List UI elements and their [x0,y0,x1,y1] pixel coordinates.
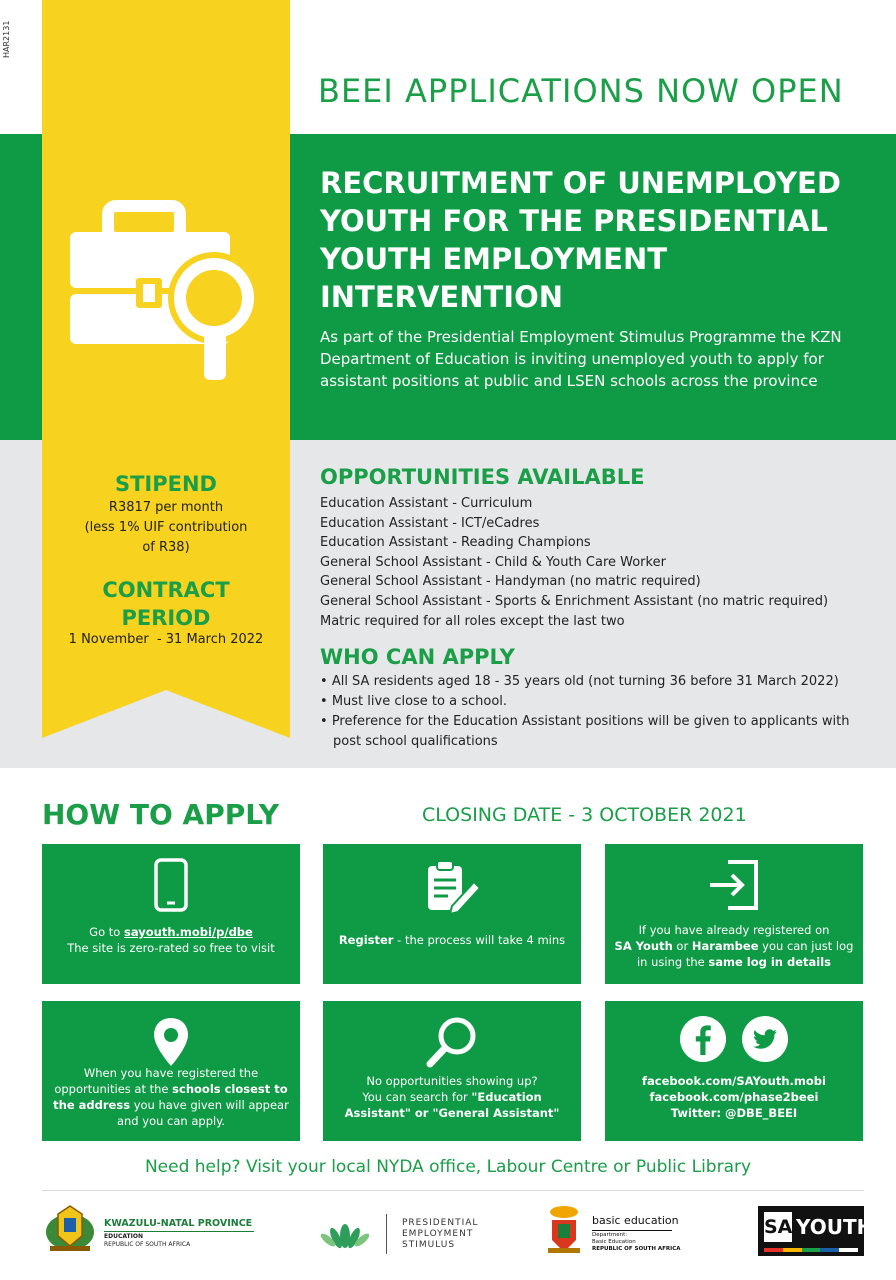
colour-segment [802,1248,821,1252]
card-text [613,922,855,970]
kzn-coat-of-arms-icon [42,1202,98,1254]
pes-line: PRESIDENTIAL [402,1218,479,1228]
step-card-website [42,844,300,984]
card-text [331,932,573,948]
card-line: If you have already registered on [638,923,830,937]
card-bold: "Education [471,1090,542,1104]
stipend-title: STIPEND [114,472,217,496]
twitter-icon[interactable] [741,1015,789,1063]
card-line [50,924,292,940]
card-bold: same log in details [708,955,831,969]
list-item: Education Assistant - ICT/eCadres [320,515,540,531]
bullet-icon: • [320,694,332,709]
card-text [331,1073,573,1121]
list-item: Matric required for all roles except the last two [320,613,625,629]
smartphone-icon [154,858,188,912]
stipend-amount: R3817 per month [108,500,224,515]
facebook-link-phase2beei[interactable]: facebook.com/phase2beei [649,1090,819,1104]
help-text: Need help? Visit your local NYDA office, Labour Centre or Public Library [144,1157,752,1177]
contract-title [42,576,290,632]
dbe-sub [592,1232,681,1253]
list-item: General School Assistant - Handyman (no matric required) [320,574,701,590]
card-bold: Assistant" or "General Assistant" [344,1106,560,1120]
sa-youth-youth: YOUTH [796,1215,874,1239]
card-text [50,1065,292,1129]
card-text-part: or [672,939,692,953]
pes-line: EMPLOYMENT [402,1229,474,1239]
list-item: General School Assistant - Child & Youth Care Worker [320,554,666,570]
sa-youth-logo [758,1206,874,1256]
stipend-details [42,498,290,558]
protea-icon [318,1218,372,1250]
sa-coat-of-arms-icon [544,1204,584,1256]
card-line [613,954,855,970]
dbe-sub-line: Department: [592,1232,628,1238]
sign-in-icon [706,858,762,912]
dbe-sub-line: REPUBLIC OF SOUTH AFRICA [592,1246,681,1252]
card-line: The site is zero-rated so free to visit [67,941,275,955]
basic-education-logo [544,1204,694,1258]
card-line [50,1081,292,1097]
how-to-apply-title: HOW TO APPLY [42,798,279,831]
magnifier-icon [425,1015,479,1069]
bullet-icon: • [320,714,332,729]
step-card-social [605,1001,863,1141]
list-item-text: All SA residents aged 18 - 35 years old (not turning 36 before 31 March 2022) [331,674,839,689]
bullet-icon: • [320,674,332,689]
who-can-apply-title: WHO CAN APPLY [320,645,515,669]
contract-dates: 1 November - 31 March 2022 [68,632,264,647]
card-bold: schools closest to [172,1082,288,1096]
card-bold: Harambee [691,939,759,953]
card-text-part: Go to [89,925,124,939]
facebook-link-sayouth[interactable]: facebook.com/SAYouth.mobi [642,1074,826,1088]
card-text-part: opportunities at the [54,1082,173,1096]
card-line [50,1097,292,1113]
intro-paragraph: As part of the Presidential Employment Stimulus Programme the KZN Department of Education is inviting unemployed youth to apply for assistant positions at public and LSEN schools across the province [320,328,842,390]
kzn-education-logo [42,1200,262,1256]
card-line [331,1105,573,1121]
card-line: No opportunities showing up? [366,1074,538,1088]
dbe-sub-line: Basic Education [592,1239,636,1245]
kzn-sub2: REPUBLIC OF SOUTH AFRICA [104,1241,191,1248]
list-item-text: Must live close to a school. [331,694,508,709]
dbe-rule [592,1230,672,1231]
magnifier-icon-wrap [323,1015,581,1071]
clipboard-icon-wrap [323,858,581,914]
footer-divider [42,1190,864,1191]
opportunities-list [320,494,880,631]
card-text-part: you can just log [758,939,854,953]
clipboard-pen-icon [422,858,482,914]
social-icons [605,1015,863,1071]
card-text [613,1073,855,1121]
list-item [320,712,880,752]
ribbon-notch [42,686,290,746]
card-line: When you have registered the [83,1066,259,1080]
colour-segment [820,1248,839,1252]
card-text-part: you have given will appear [130,1098,289,1112]
card-text-part: You can search for [362,1090,472,1104]
card-line [613,938,855,954]
step-card-login [605,844,863,984]
card-bold: Register [338,933,394,947]
briefcase-search-icon [64,200,274,390]
pes-divider [386,1214,387,1254]
sa-youth-colour-bar [764,1248,858,1252]
card-bold: SA Youth [614,939,673,953]
sa-youth-sa: SA [764,1212,792,1242]
presidential-employment-stimulus-logo [318,1212,498,1256]
card-bold: the address [53,1098,131,1112]
sign-in-icon-wrap [605,858,863,914]
kzn-rule [104,1231,254,1232]
colour-segment [783,1248,802,1252]
step-card-schools [42,1001,300,1141]
colour-segment [839,1248,858,1252]
kzn-title: KWAZULU-NATAL PROVINCE [104,1218,253,1229]
closing-date: CLOSING DATE - 3 OCTOBER 2021 [422,804,747,826]
colour-segment [764,1248,783,1252]
website-link[interactable]: sayouth.mobi/p/dbe [123,925,253,939]
twitter-handle[interactable]: Twitter: @DBE_BEEI [670,1106,798,1120]
main-title: RECRUITMENT OF UNEMPLOYED YOUTH FOR THE PRESIDENTIAL YOUTH EMPLOYMENT INTERVENTION [320,166,841,314]
list-item [320,672,880,692]
stipend-uif: (less 1% UIF contribution [84,520,248,535]
smartphone-icon-wrap [42,858,300,914]
list-item: Education Assistant - Curriculum [320,496,533,511]
card-text-part: - the process will take 4 mins [393,933,566,947]
step-card-search [323,1001,581,1141]
pes-line: STIMULUS [402,1240,456,1250]
list-item-text: Preference for the Education Assistant positions will be given to applicants with post school qualifications [331,714,850,749]
dbe-title: basic education [592,1214,679,1227]
location-pin-icon-wrap [42,1015,300,1071]
contract-title-line2: PERIOD [121,606,211,630]
contract-title-line1: CONTRACT [102,578,230,602]
card-text [50,924,292,956]
poster-code: HAR2131 [2,20,11,58]
headline: BEEI APPLICATIONS NOW OPEN [318,72,844,110]
location-pin-icon [151,1015,191,1069]
list-item: General School Assistant - Sports & Enrichment Assistant (no matric required) [320,593,829,609]
step-card-register [323,844,581,984]
stipend-uif-amount: of R38) [142,540,190,555]
facebook-icon[interactable] [679,1015,727,1063]
card-line: and you can apply. [116,1114,226,1128]
card-line [331,1089,573,1105]
card-text-part: in using the [636,955,709,969]
list-item: Education Assistant - Reading Champions [320,535,591,551]
pes-text [402,1218,478,1251]
list-item [320,692,880,712]
who-can-apply-list [320,672,880,752]
kzn-sub1: EDUCATION [104,1233,143,1240]
opportunities-title: OPPORTUNITIES AVAILABLE [320,465,645,489]
